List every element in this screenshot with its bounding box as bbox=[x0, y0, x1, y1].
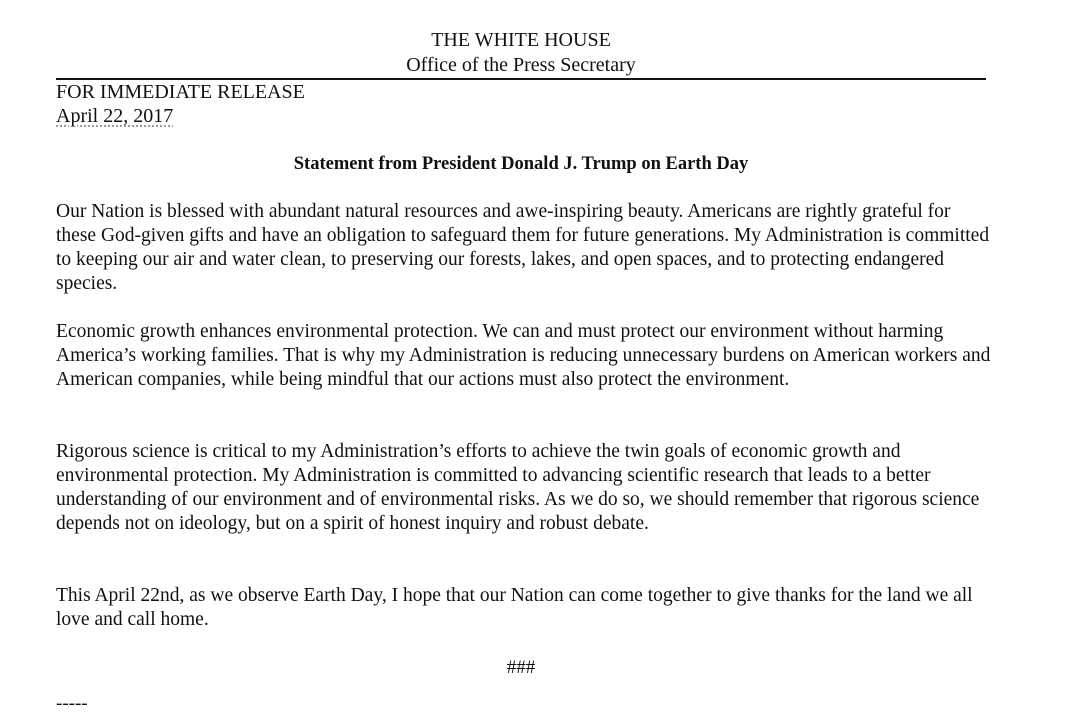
letterhead bbox=[56, 28, 986, 78]
statement-paragraph-1: Our Nation is blessed with abundant natural resources and awe-inspiring beauty. Americans are rightly grateful for these God-given gifts and have an obligation to safeguard them for future generations. My Administration is committed to keeping our air and water clean, to preserving our forests, lakes, and open spaces, and to protecting endangered species. bbox=[56, 201, 990, 294]
statement-title: Statement from President Donald J. Trump on Earth Day bbox=[293, 154, 749, 174]
statement-paragraph-2: Economic growth enhances environmental protection. We can and must protect our environment without harming America’s working families. That is why my Administration is reducing unnecessary burdens on American workers and American companies, while being mindful that our actions must also protect the environment. bbox=[56, 321, 991, 390]
end-of-release-mark: ### bbox=[506, 657, 536, 678]
release-label: FOR IMMEDIATE RELEASE bbox=[56, 81, 305, 103]
statement-paragraph-4: This April 22nd, as we observe Earth Day, I hope that our Nation can come together to give thanks for the land we all love and call home. bbox=[56, 585, 973, 630]
release-date: April 22, 2017 bbox=[56, 105, 174, 127]
trailing-dashes: ----- bbox=[56, 693, 88, 714]
organization-name: THE WHITE HOUSE bbox=[431, 29, 611, 51]
office-name: Office of the Press Secretary bbox=[406, 54, 636, 76]
statement-paragraph-3: Rigorous science is critical to my Administration’s efforts to achieve the twin goals of economic growth and environmental protection. My Administration is committed to advancing scientific research that leads to a better understanding of our environment and of environmental risks. As we do so, we should remember that rigorous science depends not on ideology, but on a spirit of honest inquiry and robust debate. bbox=[56, 441, 980, 534]
release-info bbox=[56, 80, 305, 128]
